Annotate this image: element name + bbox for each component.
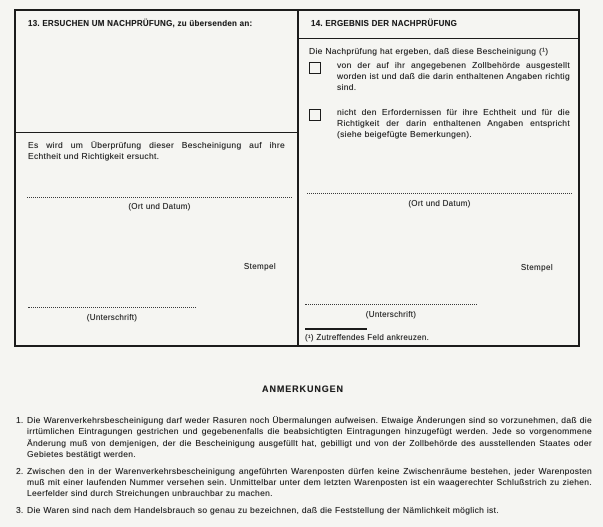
note-number: 1. xyxy=(16,415,24,425)
notes-section xyxy=(14,384,592,521)
box-13-title: 13. ERSUCHEN UM NACHPRÜFUNG, zu übersenden an: xyxy=(28,19,253,28)
checkbox-issued-correct[interactable] xyxy=(309,62,321,74)
footnote-rule xyxy=(305,328,367,330)
stamp-label-14: Stempel xyxy=(520,263,553,272)
result-option-row xyxy=(309,107,570,140)
verification-request-text: Es wird um Überprüfung dieser Bescheinigung auf ihre Echtheit und Richtigkeit ersucht. xyxy=(28,140,285,161)
place-date-label-13: (Ort und Datum) xyxy=(128,202,191,211)
box-14-result-of-verification xyxy=(297,11,578,345)
note-item xyxy=(14,415,592,461)
signature-line-14[interactable] xyxy=(305,304,477,305)
box-13-request-for-verification xyxy=(16,11,297,345)
signature-label-13: (Unterschrift) xyxy=(86,313,138,322)
signature-label-14: (Unterschrift) xyxy=(365,310,417,319)
verification-result-intro: Die Nachprüfung hat ergeben, daß diese Bescheinigung (¹) xyxy=(309,46,549,56)
place-date-label-14: (Ort und Datum) xyxy=(408,199,471,208)
result-option-label: nicht den Erfordernissen für ihre Echtheit und für die Richtigkeit der darin enthaltenen Angaben entspricht (siehe beigefügte Bemerkungen). xyxy=(337,107,570,139)
verification-form-table xyxy=(14,9,580,347)
checkbox-not-meeting-requirements[interactable] xyxy=(309,109,321,121)
note-number: 2. xyxy=(16,465,24,476)
place-date-line-13[interactable] xyxy=(27,197,292,198)
box-14-divider xyxy=(299,38,578,39)
place-date-line-14[interactable] xyxy=(307,193,572,194)
note-text: Zwischen den in der Warenverkehrsbescheinigung angeführten Warenposten dürfen keine Zwischenräume bestehen, jeder Warenposten muß mit einer laufenden Nummer versehen sein. Unmittelbar unter dem letzten Warenposten ist ein waagerechter Schlußstrich zu ziehen. Leerfelder sind durch Streichungen unbrauchbar zu machen. xyxy=(27,465,592,499)
note-item xyxy=(14,466,592,500)
box-13-divider xyxy=(16,132,297,133)
box-14-title: 14. ERGEBNIS DER NACHPRÜFUNG xyxy=(311,19,458,28)
note-text: Die Warenverkehrsbescheinigung darf weder Rasuren noch Übermalungen aufweisen. Etwaige Änderungen sind so vorzunehmen, daß die irrtümlichen Eintragungen gestrichen und gegebenenfalls die beabsichtigten Eintragungen hinzugefügt werden. Jede so vorgenommene Änderung muß von demjenigen, der die Bescheinigung ausgefüllt hat, gebilligt und von der Zollbehörde des ausstellenden Staates oder Gebietes bestätigt werden. xyxy=(27,415,592,460)
note-text: Die Waren sind nach dem Handelsbrauch so genau zu bezeichnen, daß die Feststellung der Nämlichkeit möglich ist. xyxy=(27,504,499,515)
stamp-label-13: Stempel xyxy=(243,262,276,271)
notes-title: ANMERKUNGEN xyxy=(262,384,344,394)
footnote-text: (¹) Zutreffendes Feld ankreuzen. xyxy=(305,333,430,342)
result-option-row xyxy=(309,60,570,93)
note-item xyxy=(14,505,592,516)
signature-line-13[interactable] xyxy=(28,307,196,308)
note-number: 3. xyxy=(16,504,24,515)
result-option-label: von der auf ihr angegebenen Zollbehörde ausgestellt worden ist und daß die darin enthaltenen Angaben richtig sind. xyxy=(337,60,570,92)
recipient-address-area[interactable] xyxy=(18,37,295,137)
